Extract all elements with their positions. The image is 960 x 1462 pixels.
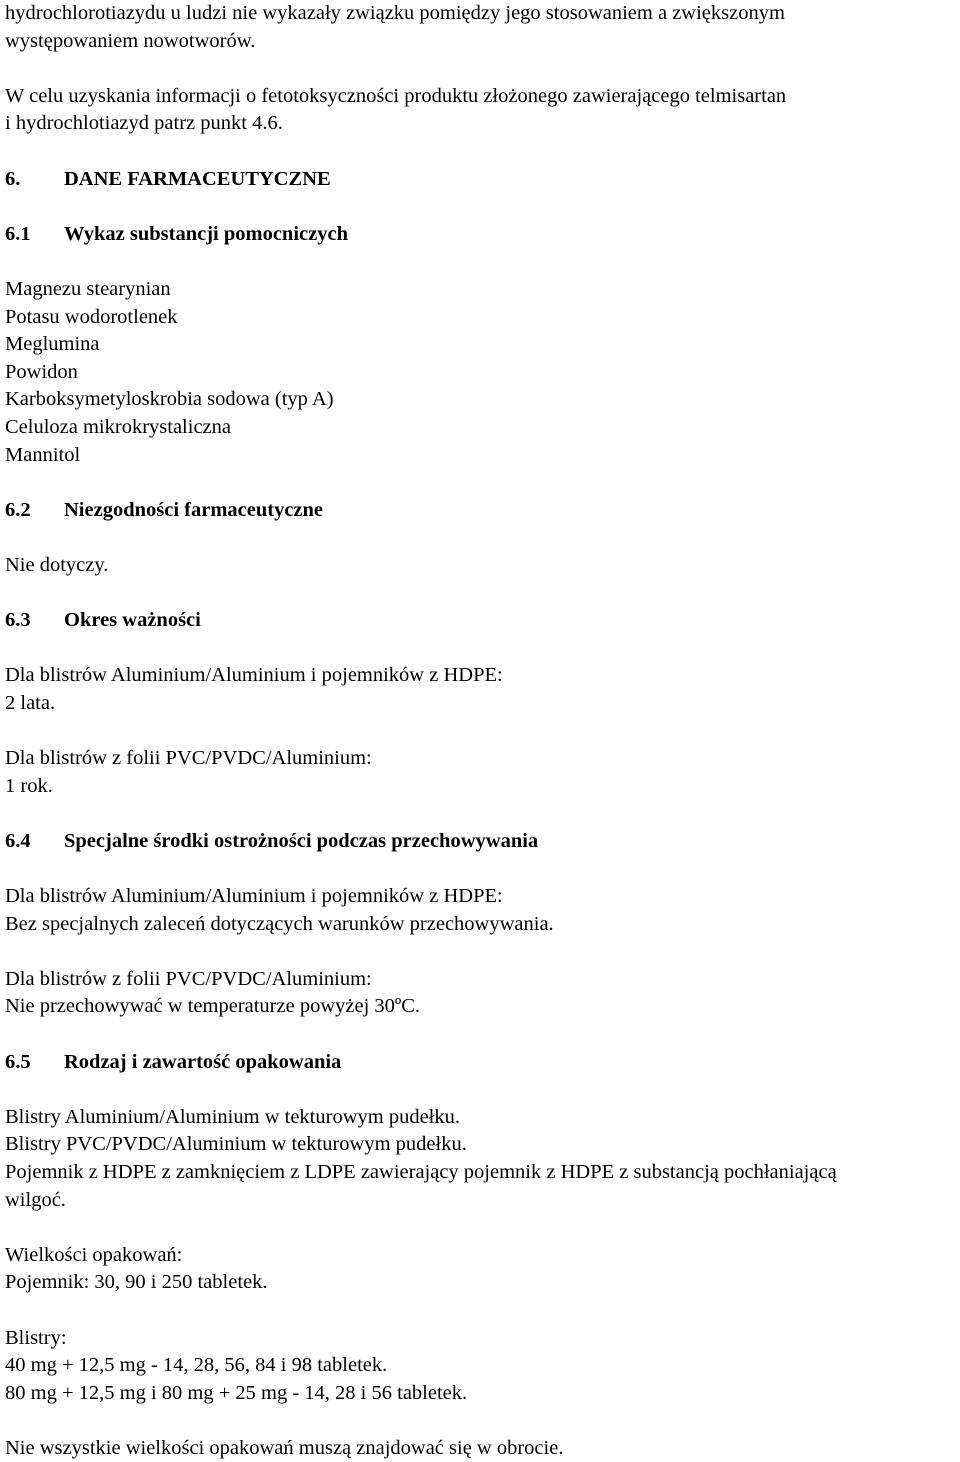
section-6-title: DANE FARMACEUTYCZNE xyxy=(64,167,331,190)
section-6-3-heading xyxy=(5,607,960,635)
excipient-item: Potasu wodorotlenek xyxy=(5,305,178,328)
packaging-line-1: Blistry Aluminium/Aluminium w tekturowym pudełku. xyxy=(5,1105,460,1128)
pack-sizes-note: Nie wszystkie wielkości opakowań muszą znajdować się w obrocie. xyxy=(5,1436,564,1459)
section-6-1-number: 6.1 xyxy=(5,222,31,245)
packaging-line-2: Blistry PVC/PVDC/Aluminium w tekturowym pudełku. xyxy=(5,1133,467,1156)
section-6-3-title: Okres ważności xyxy=(64,609,201,632)
intro-para2-line-2: i hydrochlotiazyd patrz punkt 4.6. xyxy=(5,112,283,135)
document-page xyxy=(5,0,960,1462)
shelf-life-b-label: Dla blistrów z folii PVC/PVDC/Aluminium: xyxy=(5,747,372,770)
intro-line-2: występowaniem nowotworów. xyxy=(5,29,256,52)
excipient-item: Mannitol xyxy=(5,443,81,466)
storage-a-label: Dla blistrów Aluminium/Aluminium i pojemników z HDPE: xyxy=(5,885,503,907)
intro-line-1: hydrochlorotiazydu u ludzi nie wykazały związku pomiędzy jego stosowaniem a zwiększonym xyxy=(5,2,785,24)
intro-para2-line-1: W celu uzyskania informacji o fetotoksyczności produktu złożonego zawierającego telmisartan xyxy=(5,84,787,107)
section-6-1-heading xyxy=(5,221,960,249)
pack-sizes-label: Wielkości opakowań: xyxy=(5,1243,183,1266)
section-6-2-text: Nie dotyczy. xyxy=(5,553,109,576)
storage-b-label: Dla blistrów z folii PVC/PVDC/Aluminium: xyxy=(5,967,372,990)
storage-b-value: Nie przechowywać w temperaturze powyżej 30ºC. xyxy=(5,995,421,1018)
section-6-5-heading xyxy=(5,1049,960,1077)
shelf-life-a-label: Dla blistrów Aluminium/Aluminium i pojemników z HDPE: xyxy=(5,664,503,687)
shelf-life-b-value: 1 rok. xyxy=(5,774,53,797)
blisters-line-1: 40 mg + 12,5 mg - 14, 28, 56, 84 i 98 tabletek. xyxy=(5,1354,388,1377)
section-6-2-number: 6.2 xyxy=(5,498,31,521)
blisters-label: Blistry: xyxy=(5,1326,67,1349)
excipient-item: Celuloza mikrokrystaliczna xyxy=(5,415,231,438)
section-6-number: 6. xyxy=(5,167,21,190)
section-6-4-heading xyxy=(5,828,960,856)
section-6-3-number: 6.3 xyxy=(5,609,31,632)
section-6-heading xyxy=(5,166,960,194)
section-6-2-title: Niezgodności farmaceutyczne xyxy=(64,498,324,521)
section-6-1-title: Wykaz substancji pomocniczych xyxy=(64,222,348,245)
storage-a-value: Bez specjalnych zaleceń dotyczących warunków przechowywania. xyxy=(5,912,554,935)
excipient-item: Meglumina xyxy=(5,333,100,356)
excipient-item: Karboksymetyloskrobia sodowa (typ A) xyxy=(5,388,334,411)
excipient-item: Magnezu stearynian xyxy=(5,277,171,300)
pack-sizes-container: Pojemnik: 30, 90 i 250 tabletek. xyxy=(5,1271,268,1294)
section-6-4-number: 6.4 xyxy=(5,829,31,852)
shelf-life-a-value: 2 lata. xyxy=(5,691,56,714)
section-6-2-heading xyxy=(5,497,960,525)
blisters-line-2: 80 mg + 12,5 mg i 80 mg + 25 mg - 14, 28 i 56 tabletek. xyxy=(5,1381,468,1404)
section-6-5-number: 6.5 xyxy=(5,1050,31,1073)
excipient-item: Powidon xyxy=(5,360,78,383)
section-6-5-title: Rodzaj i zawartość opakowania xyxy=(64,1050,342,1073)
packaging-line-3a: Pojemnik z HDPE z zamknięciem z LDPE zawierający pojemnik z HDPE z substancją pochłaniającą xyxy=(5,1160,837,1183)
section-6-4-title: Specjalne środki ostrożności podczas przechowywania xyxy=(64,829,539,852)
packaging-line-3b: wilgoć. xyxy=(5,1188,66,1211)
